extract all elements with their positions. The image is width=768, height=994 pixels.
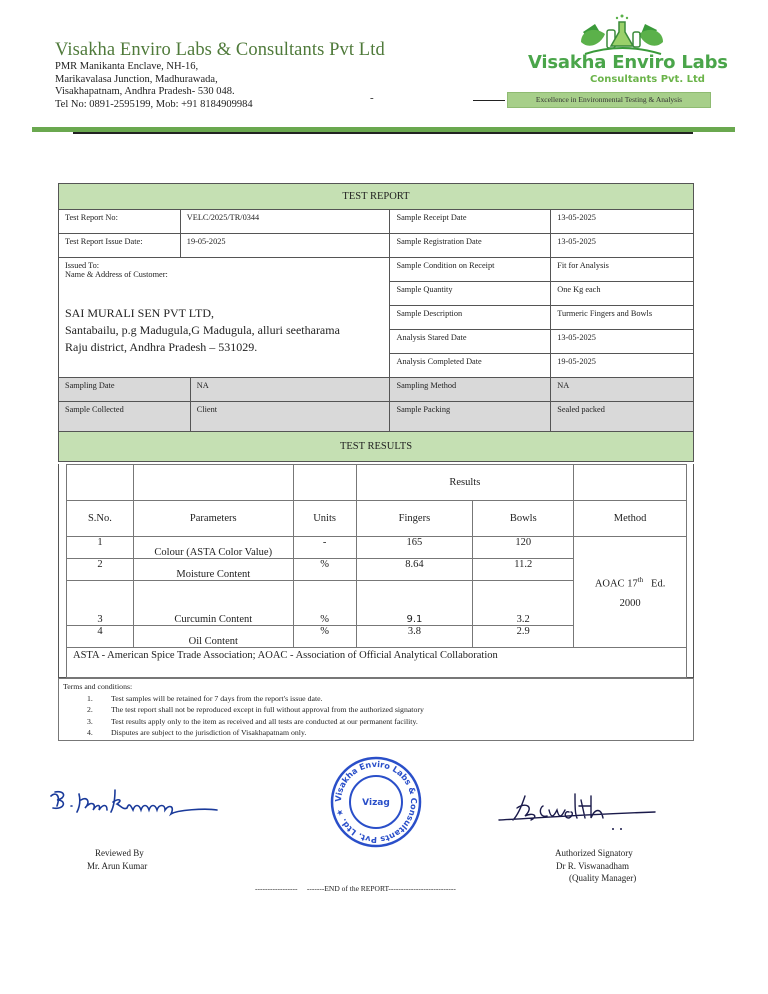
authorized-block: [555, 847, 636, 885]
sample-packing-value: Sealed packed: [551, 402, 694, 432]
customer-address: Santabailu, p.g Madugula,G Madugula, alluri seetharama: [65, 323, 340, 337]
field-value: 13-05-2025: [551, 234, 694, 258]
terms-number: 3.: [87, 716, 93, 726]
sampling-method-label: Sampling Method: [390, 378, 551, 402]
address-line: PMR Manikanta Enclave, NH-16,: [55, 61, 199, 72]
end-text: -------END of the REPORT---------------------------: [306, 884, 456, 893]
field-value: One Kg each: [551, 282, 694, 306]
field-label: Analysis Stared Date: [390, 330, 551, 354]
sampling-date-value: NA: [190, 378, 390, 402]
cell-parameter: Moisture Content: [133, 559, 293, 581]
terms-text: Test samples will be retained for 7 days from the report's issue date.: [111, 693, 323, 703]
cell-parameter: Curcumin Content: [133, 581, 293, 626]
terms-number: 1.: [87, 693, 93, 703]
reviewer-block: [87, 847, 148, 872]
dash-mark: -: [370, 92, 374, 104]
cell-bowls: 11.2: [473, 559, 574, 581]
company-name: Visakha Enviro Labs & Consultants Pvt Ltd: [55, 40, 385, 60]
end-dashes: -----------------: [255, 884, 298, 893]
terms-item: [63, 693, 689, 705]
sample-collected-label: Sample Collected: [59, 402, 191, 432]
cell-units: -: [293, 537, 356, 559]
cell-sno: 3: [67, 581, 134, 626]
address-line: Visakhapatnam, Andhra Pradesh- 530 048.: [55, 86, 235, 97]
field-label: Sample Quantity: [390, 282, 551, 306]
customer-address: Raju district, Andhra Pradesh – 531029.: [65, 340, 258, 354]
reviewer-role: Reviewed By: [95, 848, 144, 858]
field-label: Sample Receipt Date: [390, 210, 551, 234]
col-header-units: Units: [293, 501, 356, 537]
terms-item: [63, 716, 689, 728]
results-group-header: Results: [356, 465, 574, 501]
cell-bowls: 2.9: [473, 626, 574, 648]
results-table: [66, 464, 687, 678]
sampling-method-value: NA: [551, 378, 694, 402]
report-title: TEST REPORT: [59, 184, 694, 210]
results-title: TEST RESULTS: [59, 432, 694, 462]
cell-parameter: Oil Content: [133, 626, 293, 648]
field-value: 13-05-2025: [551, 210, 694, 234]
issued-to-label: Issued To:: [65, 261, 100, 270]
terms-text: Disputes are subject to the jurisdiction of Visakhapatnam only.: [111, 728, 307, 737]
cell-bowls: 120: [473, 537, 574, 559]
cell-fingers: 9.1: [356, 581, 473, 626]
field-label: Sample Condition on Receipt: [390, 258, 551, 282]
logo-subtitle: Consultants Pvt. Ltd: [590, 74, 705, 85]
terms-number: 2.: [87, 705, 93, 714]
cell-units: %: [293, 581, 356, 626]
sample-collected-value: Client: [190, 402, 390, 432]
cell-units: %: [293, 626, 356, 648]
cell-sno: 4: [67, 626, 134, 648]
terms-item: [63, 704, 689, 716]
abbreviation-note: ASTA - American Spice Trade Association; AOAC - Association of Official Analytical Collaboration: [67, 648, 687, 678]
sample-packing-label: Sample Packing: [390, 402, 551, 432]
customer-cell: [59, 258, 390, 378]
issue-date-label: Test Report Issue Date:: [59, 234, 181, 258]
cell-method: [574, 537, 687, 648]
report-no-label: Test Report No:: [59, 210, 181, 234]
method-year: 2000: [619, 598, 641, 610]
col-header-method: Method: [574, 501, 687, 537]
cell-fingers: 165: [356, 537, 473, 559]
logo-tagline: Excellence in Environmental Testing & Analysis: [507, 92, 711, 108]
results-section: [58, 464, 694, 678]
field-label: Sample Registration Date: [390, 234, 551, 258]
col-header-fingers: Fingers: [356, 501, 473, 537]
authorized-role: Authorized Signatory: [555, 848, 633, 858]
cell-bowls: 3.2: [473, 581, 574, 626]
reviewer-name: Mr. Arun Kumar: [87, 860, 148, 871]
cell-units: %: [293, 559, 356, 581]
authorized-signature-icon: [495, 788, 665, 833]
stamp-ring-text: Visakha Enviro Labs & Consultants Pvt. Ltd. ★: [332, 758, 420, 846]
end-of-report: [255, 884, 456, 893]
col-header-sno: S.No.: [67, 501, 134, 537]
authorized-name: Dr R. Viswanadham: [556, 860, 630, 871]
field-label: Sample Description: [390, 306, 551, 330]
terms-and-conditions: [58, 678, 694, 741]
authorized-title: (Quality Manager): [569, 873, 637, 883]
terms-number: 4.: [87, 728, 93, 737]
stamp-center-text: Vizag: [362, 798, 390, 808]
field-value: 13-05-2025: [551, 330, 694, 354]
issue-date-value: 19-05-2025: [180, 234, 390, 258]
cell-sno: 1: [67, 537, 134, 559]
col-header-bowls: Bowls: [473, 501, 574, 537]
cell-fingers: 3.8: [356, 626, 473, 648]
report-info-table: [58, 183, 694, 462]
table-row: [67, 537, 687, 559]
terms-title: Terms and conditions:: [63, 682, 133, 691]
report-no-value: VELC/2025/TR/0344: [180, 210, 390, 234]
header-dark-bar: [73, 132, 693, 134]
customer-name: SAI MURALI SEN PVT LTD,: [65, 306, 215, 320]
field-label: Analysis Completed Date: [390, 354, 551, 378]
col-header-parameters: Parameters: [133, 501, 293, 537]
cell-parameter: Colour (ASTA Color Value): [133, 537, 293, 559]
customer-label: Name & Address of Customer:: [65, 270, 168, 279]
terms-text: The test report shall not be reproduced except in full without approval from the authorized signatory: [111, 705, 424, 714]
sampling-date-label: Sampling Date: [59, 378, 191, 402]
terms-text: Test results apply only to the item as received and all tests are conducted at our permanent facility.: [111, 716, 418, 726]
field-value: 19-05-2025: [551, 354, 694, 378]
cell-sno: 2: [67, 559, 134, 581]
field-value: Turmeric Fingers and Bowls: [551, 306, 694, 330]
method-text: AOAC 17: [594, 578, 638, 590]
divider: [473, 100, 505, 101]
company-address: [55, 61, 253, 111]
method-ed: Ed.: [651, 578, 666, 590]
cell-fingers: 8.64: [356, 559, 473, 581]
logo-title: Visakha Enviro Labs: [528, 52, 728, 73]
company-stamp-icon: [330, 756, 422, 848]
flask-leaves-logo-icon: [575, 12, 670, 57]
terms-item: [63, 727, 689, 739]
address-line: Marikavalasa Junction, Madhurawada,: [55, 73, 218, 85]
reviewer-signature-icon: [45, 782, 220, 822]
contact-line: Tel No: 0891-2595199, Mob: +91 8184909984: [55, 98, 253, 110]
method-sup: th: [637, 575, 644, 584]
field-value: Fit for Analysis: [551, 258, 694, 282]
